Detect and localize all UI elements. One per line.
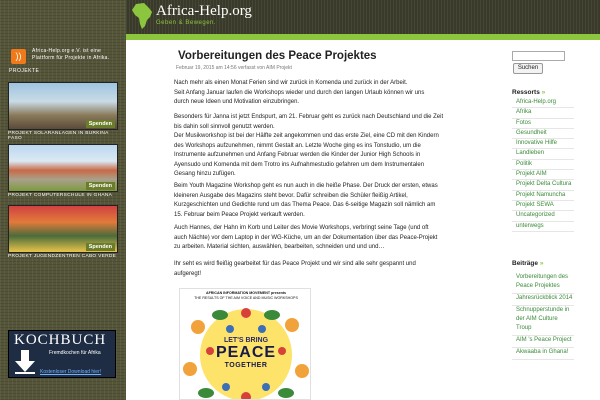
peace-poster-image[interactable]	[179, 288, 311, 400]
post-paragraph: Nach mehr als einen Monat Ferien sind wir zurück in Komenda und zurück in der Arbeit. Seit Anfang Januar laufen die Workshops wieder und durch den langen Urlaub können wir uns durch neue Ideen und Motivation einzubringen.	[174, 80, 425, 105]
donate-badge[interactable]: Spenden	[86, 243, 115, 251]
projects-label: PROJEKTE	[9, 68, 40, 74]
ressorts-list	[512, 98, 574, 232]
project-image-solar[interactable]	[8, 82, 118, 130]
project-caption-youth[interactable]: PROJEKT JUGENDZENTREN CABO VERDE	[8, 254, 117, 259]
site-tagline: Geben & Bewegen.	[156, 20, 217, 26]
africa-logo-icon[interactable]	[130, 2, 154, 30]
post-paragraph: Beim Youth Magazine Workshop geht es nun auch in die heiße Phase. Der Druck der ersten, etwas kleineren Ausgabe des Magazins steht bevor. Dafür schreiben die Schüler fleißig Artikel, Kurzgeschichten und Gedichte rund um das Thema Peace. Das 6-seitige Magazin soll nämlich am 15. Februar beim Peace Projekt verkauft werden.	[174, 183, 438, 218]
category-link[interactable]: Politik	[512, 160, 574, 170]
recent-post-link[interactable]: Jahresrückblick 2014	[512, 294, 574, 306]
donate-badge[interactable]: Spenden	[86, 120, 115, 128]
post-paragraph: Besonders für Janna ist jetzt Endspurt, am 21. Februar geht es zurück nach Deutschland und die Zeit bis dahin soll sinnvoll genutzt werden. Der Musikworkshop ist bei der Hälfte zeit angekommen und das erste Ziel, eine CD mit den Kindern des Workshops aufzunehmen, nimmt Gestalt an. Letzte Woche ging es ins Tonstudio, um die Instrumente aufzunehmen und Anfang Februar werden die Kinder der Junior High Schools in Ayensudo und Komenda mit dem Trotro ins Aufnahmestudio gefahren um dem Instrumentalen Gesang hinzu zufügen.	[174, 114, 444, 177]
post-paragraph: Auch Hannes, der Hahn im Korb und Leiter des Movie Workshops, verbringt seine Tage (und oft auch Nächte) vor dem Laptop in der WG-Küche, um an der Dokumentation über das Peace-Projekt zu arbeiten. Material sichten, auswählen, bearbeiten, schneiden und und und…	[174, 225, 438, 250]
project-caption-solar[interactable]: PROJEKT SOLARANLAGEN IN BURKINA FASO	[8, 131, 109, 141]
category-link[interactable]: Africa-Help.org	[512, 98, 574, 108]
category-link[interactable]: Projekt SEWA	[512, 201, 574, 211]
category-link[interactable]: Afrika	[512, 108, 574, 118]
poster-line-3: TOGETHER	[224, 362, 268, 369]
project-image-computer[interactable]	[8, 144, 118, 192]
category-link[interactable]: Innovative Hilfe	[512, 139, 574, 149]
category-link[interactable]: Uncategorized	[512, 211, 574, 221]
header-accent-bar	[126, 34, 600, 40]
recent-post-link[interactable]: Vorbereitungen des Peace Projektes	[512, 273, 574, 294]
category-link[interactable]: Projekt Namuncha	[512, 191, 574, 201]
site-title[interactable]: Africa-Help.org	[156, 3, 252, 19]
search-button[interactable]: Suchen	[513, 63, 543, 74]
project-image-youth[interactable]	[8, 205, 118, 253]
poster-line-1: LET'S BRING	[223, 337, 269, 344]
rss-icon[interactable]: ))	[11, 49, 26, 64]
ressorts-heading: Ressorts »	[512, 89, 546, 96]
search-input[interactable]	[512, 51, 565, 61]
post-meta: Februar 19, 2015 am 14:56 verfasst von AIM Projekt	[176, 65, 292, 71]
recent-posts-list	[512, 273, 574, 360]
beitraege-heading: Beiträge »	[512, 260, 544, 267]
kochbuch-title: KOCHBUCH	[14, 332, 107, 348]
donate-badge[interactable]: Spenden	[86, 182, 115, 190]
poster-header: AFRICAN INFORMATION MOVEMENT presents THE RESULTS OF THE AIM VOICE AND MUSIC WORKSHOPS	[194, 291, 298, 300]
category-link[interactable]: Projekt Delta Cultura	[512, 180, 574, 190]
category-link[interactable]: Fotos	[512, 119, 574, 129]
category-link[interactable]: unterwegs	[512, 222, 574, 232]
recent-post-link[interactable]: AIM 's Peace Project	[512, 336, 574, 348]
category-link[interactable]: Landleben	[512, 149, 574, 159]
poster-line-2: PEACE	[215, 344, 277, 361]
kochbuch-banner[interactable]	[8, 330, 116, 378]
site-intro: Africa-Help.org e.V. ist eine Plattform für Projekte in Afrika.	[32, 48, 110, 61]
kochbuch-subtitle: Fremdkochen für Afrika	[49, 350, 101, 356]
kochbuch-download-link[interactable]: Kostenloser Download hier!	[40, 369, 102, 375]
post-paragraph: Ihr seht es wird fleißig gearbeitet für das Peace Projekt und wir sind alle sehr gespannt und aufgeregt!	[174, 261, 416, 277]
recent-post-link[interactable]: Akwaaba in Ghana!	[512, 348, 574, 360]
category-link[interactable]: Projekt AIM	[512, 170, 574, 180]
post-title[interactable]: Vorbereitungen des Peace Projektes	[178, 50, 377, 62]
category-link[interactable]: Gesundheit	[512, 129, 574, 139]
recent-post-link[interactable]: Schnupperstunde in der AIM Culture Troup	[512, 306, 574, 336]
download-arrow-icon	[15, 350, 35, 374]
project-caption-computer[interactable]: PROJEKT COMPUTERSCHULE IN GHANA	[8, 193, 113, 198]
